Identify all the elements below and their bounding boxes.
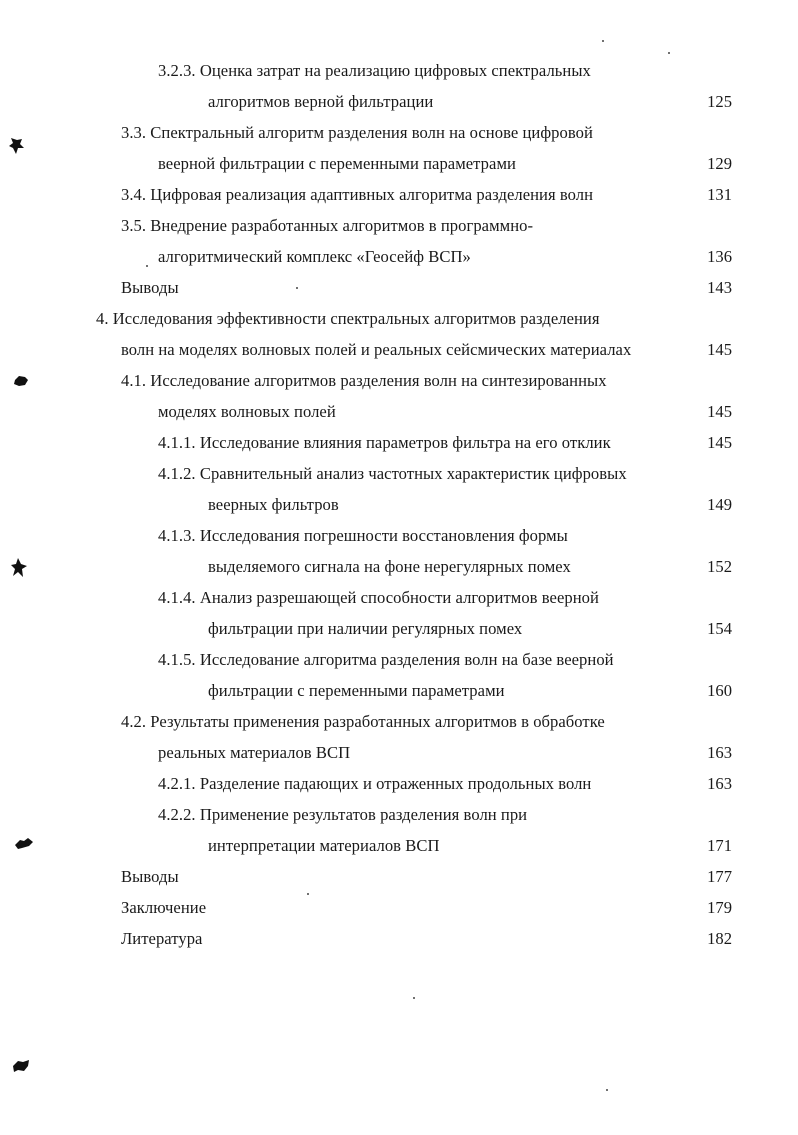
scan-speck [296,287,298,289]
toc-entry-references-page: 182 [707,929,732,948]
scan-blot-3 [10,557,28,579]
toc-entry-4-1-2-line-2: веерных фильтров [208,495,339,514]
scan-speck [602,40,604,42]
toc-entry-3-4-line-1: 3.4. Цифровая реализация адаптивных алгоритма разделения волн [121,185,594,204]
toc-entry-3-2-3-line-1: 3.2.3. Оценка затрат на реализацию цифровых спектральных [158,61,591,80]
toc-entry-4-1-4-line-2: фильтрации при наличии регулярных помех [208,619,523,638]
toc-entry-3-5-line-1: 3.5. Внедрение разработанных алгоритмов в программно- [121,216,534,235]
toc-entry-4-2-line-1: 4.2. Результаты применения разработанных алгоритмов в обработке [121,712,605,731]
toc-entry-4-1-2-page: 149 [707,495,732,514]
scan-blot-1 [8,136,26,156]
toc-entry-summary-page: 179 [707,898,732,917]
toc-entry-4-2-2-line-2: интерпретации материалов ВСП [208,836,440,855]
toc-entry-4-1-4-page: 154 [707,619,732,638]
toc-entry-3-2-3-line-2: алгоритмов верной фильтрации [208,92,434,111]
toc-entry-4-1-1-page: 145 [707,433,732,452]
toc-entry-4-1-5-line-2: фильтрации с переменными параметрами [208,681,505,700]
toc-entry-4-1-line-2: моделях волновых полей [158,402,336,421]
toc-entry-4-page: 145 [707,340,732,359]
scan-speck [413,997,415,999]
scan-speck [606,1089,608,1091]
toc-entry-4-2-page: 163 [707,743,732,762]
toc-entry-4-1-5-line-1: 4.1.5. Исследование алгоритма разделения волн на базе веерной [158,650,614,669]
toc-entry-3-3-line-2: веерной фильтрации с переменными параметрами [158,154,516,173]
toc-entry-4-1-2-line-1: 4.1.2. Сравнительный анализ частотных характеристик цифровых [158,464,627,483]
toc-entry-4-1-line-1: 4.1. Исследование алгоритмов разделения волн на синтезированных [121,371,607,390]
toc-entry-conclusions-4-line-1: Выводы [121,867,179,886]
toc-entry-3-3-page: 129 [707,154,732,173]
scan-speck [307,893,309,895]
scan-speck [146,265,148,267]
toc-entry-4-1-4-line-1: 4.1.4. Анализ разрешающей способности алгоритмов веерной [158,588,599,607]
toc-entry-4-line-1: 4. Исследования эффективности спектральных алгоритмов разделения [96,309,600,328]
toc-entry-conclusions-4-page: 177 [707,867,732,886]
toc-entry-3-2-3-page: 125 [707,92,732,111]
toc-entry-4-2-2-line-1: 4.2.2. Применение результатов разделения волн при [158,805,528,824]
toc-entry-4-1-3-line-1: 4.1.3. Исследования погрешности восстановления формы [158,526,568,545]
toc-entry-3-4-page: 131 [707,185,732,204]
scan-blot-2 [13,374,29,388]
toc-entry-4-1-1-line-1: 4.1.1. Исследование влияния параметров фильтра на его отклик [158,433,611,452]
toc-entry-references-line-1: Литература [121,929,203,948]
toc-entry-4-1-3-line-2: выделяемого сигнала на фоне нерегулярных помех [208,557,571,576]
scan-blot-4 [14,836,34,850]
toc-entry-4-1-5-page: 160 [707,681,732,700]
toc-entry-summary-line-1: Заключение [121,898,207,917]
toc-entry-4-2-line-2: реальных материалов ВСП [158,743,351,762]
toc-entry-4-1-3-page: 152 [707,557,732,576]
toc-entry-3-5-line-2: алгоритмический комплекс «Геосейф ВСП» [158,247,471,266]
toc-entry-3-3-line-1: 3.3. Спектральный алгоритм разделения волн на основе цифровой [121,123,593,142]
toc-entry-4-2-1-line-1: 4.2.1. Разделение падающих и отраженных продольных волн [158,774,592,793]
toc-entry-4-1-page: 145 [707,402,732,421]
toc-entry-3-5-page: 136 [707,247,732,266]
toc-entry-4-2-2-page: 171 [707,836,732,855]
toc-entry-conclusions-3-page: 143 [707,278,732,297]
toc-entry-4-line-2: волн на моделях волновых полей и реальных сейсмических материалах [121,340,632,359]
scan-speck [668,52,670,54]
toc-entry-conclusions-3-line-1: Выводы [121,278,179,297]
toc-entry-4-2-1-page: 163 [707,774,732,793]
scan-blot-5 [11,1058,31,1074]
